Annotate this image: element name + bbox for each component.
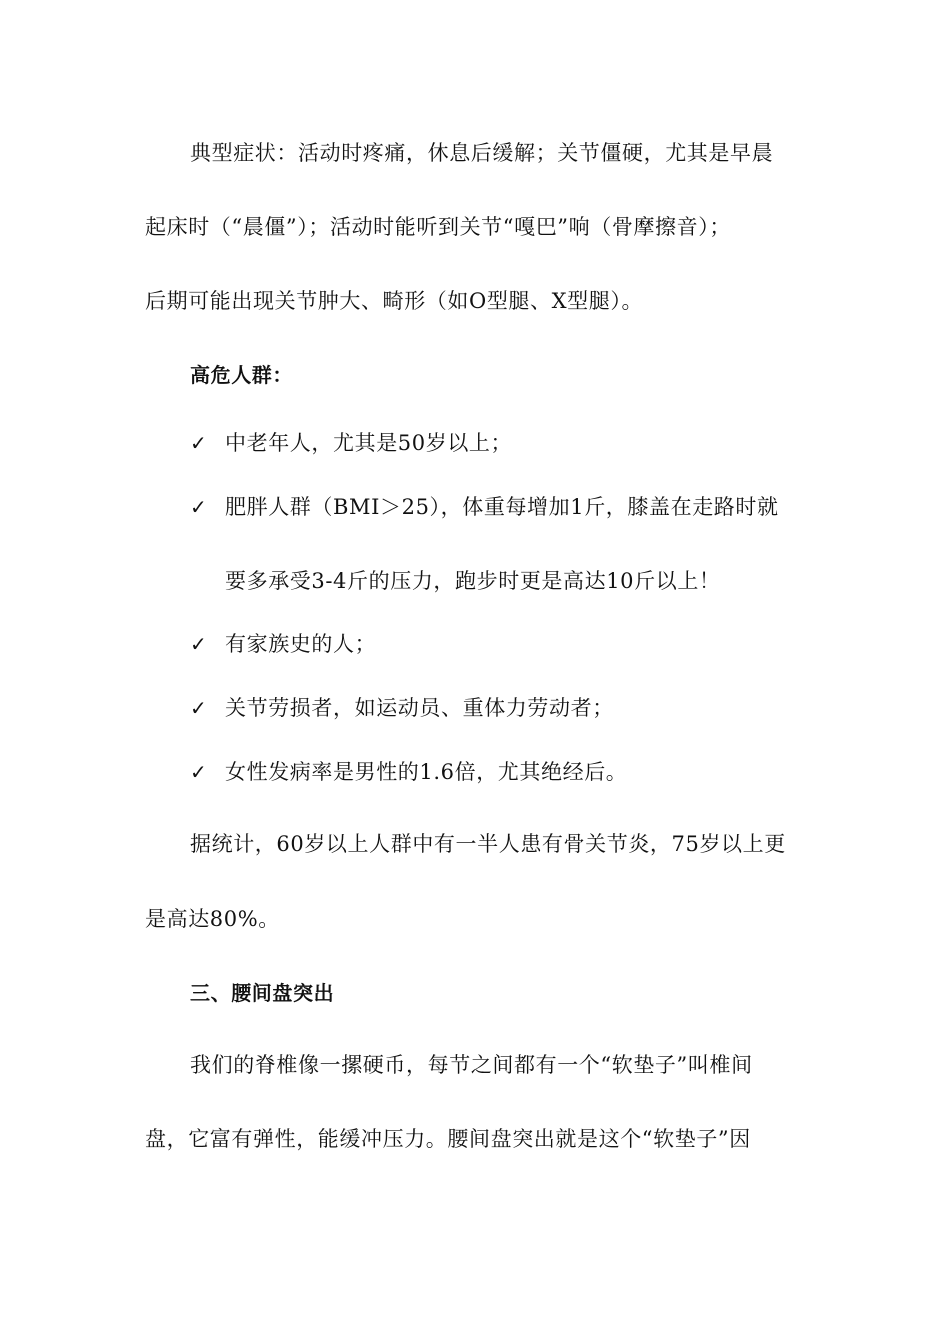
section-3-line-1: 我们的脊椎像一摞硬币，每节之间都有一个“软垫子”叫椎间 [190,1053,753,1077]
high-risk-item-4: 关节劳损者，如运动员、重体力劳动者； [225,696,614,720]
high-risk-item-2-line-1: 肥胖人群（BMI＞25），体重每增加1斤，膝盖在走路时就 [225,495,779,519]
statistics-line-2: 是高达80%。 [145,907,280,931]
checkmark-icon: ✓ [190,431,207,455]
high-risk-item-2-line-2: 要多承受3-4斤的压力，跑步时更是高达10斤以上！ [225,569,721,593]
symptoms-line-3: 后期可能出现关节肿大、畸形（如O型腿、X型腿）。 [145,289,644,313]
checkmark-icon: ✓ [190,696,207,720]
high-risk-item-3: 有家族史的人； [225,632,377,656]
high-risk-item-5: 女性发病率是男性的1.6倍，尤其绝经后。 [225,760,628,784]
checkmark-icon: ✓ [190,495,207,519]
checkmark-icon: ✓ [190,632,207,656]
symptoms-line-2: 起床时（“晨僵”）；活动时能听到关节“嘎巴”响（骨摩擦音）； [145,215,731,239]
section-3-heading: 三、腰间盘突出 [190,981,335,1005]
section-3-line-2: 盘，它富有弹性，能缓冲压力。腰间盘突出就是这个“软垫子”因 [145,1127,751,1151]
high-risk-heading: 高危人群： [190,363,293,387]
statistics-line-1: 据统计，60岁以上人群中有一半人患有骨关节炎，75岁以上更 [190,832,786,856]
symptoms-line-1: 典型症状：活动时疼痛，休息后缓解；关节僵硬，尤其是早晨 [190,141,774,165]
checkmark-icon: ✓ [190,760,207,784]
high-risk-item-1: 中老年人，尤其是50岁以上； [225,431,513,455]
